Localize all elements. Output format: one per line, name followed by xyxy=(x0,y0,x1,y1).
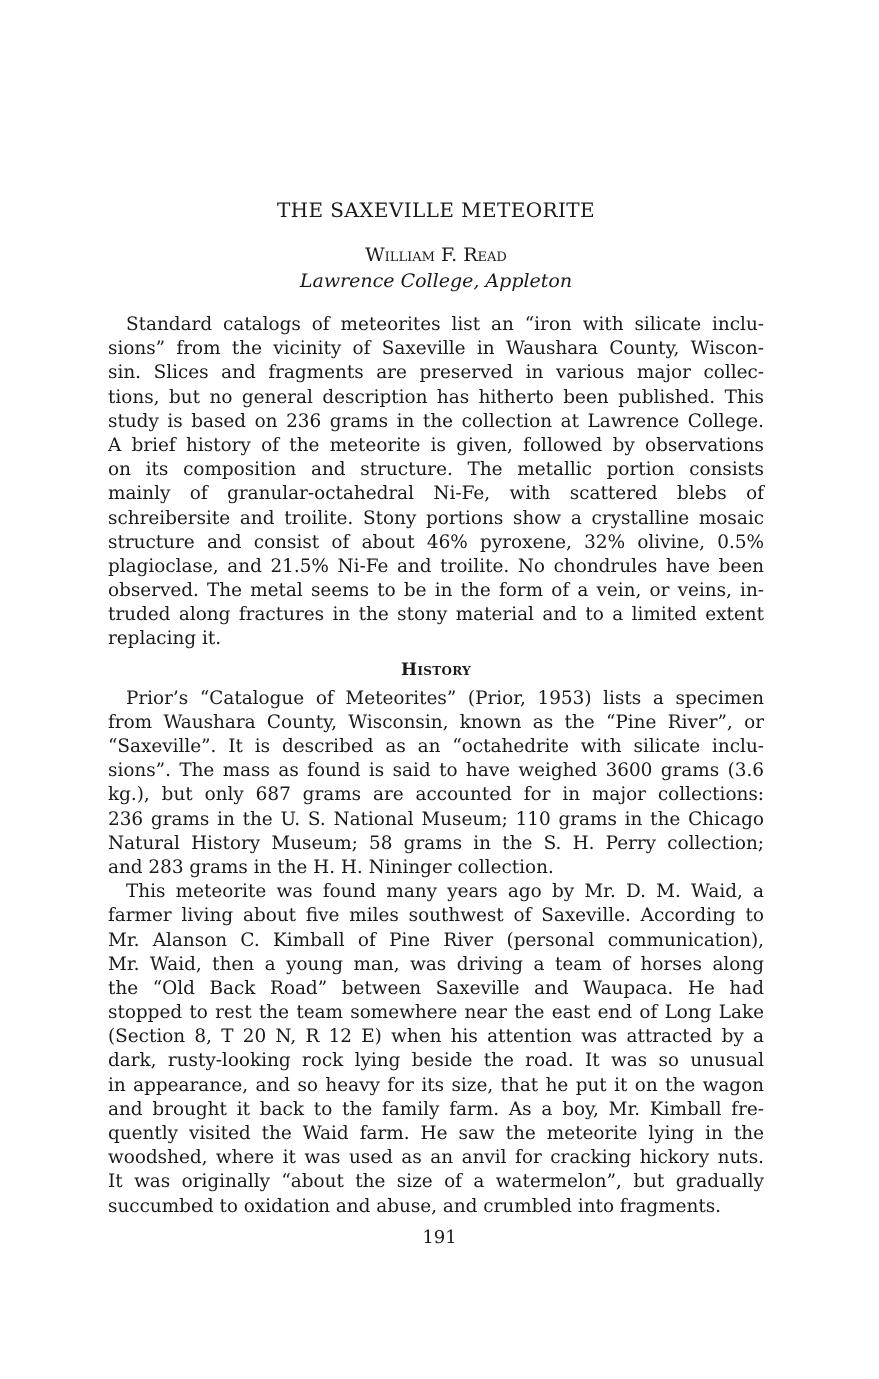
abstract-line: observed. The metal seems to be in the form of a vein, or veins, in- xyxy=(108,580,764,602)
history-paragraph-2 xyxy=(108,880,764,1219)
paragraph-line: in appearance, and so heavy for its size, that he put it on the wagon xyxy=(108,1074,764,1096)
author-affiliation: Lawrence College, Appleton xyxy=(299,270,573,292)
paragraph-line: “Saxeville”. It is described as an “octahedrite with silicate inclu- xyxy=(108,736,764,757)
paragraph-line: and brought it back to the family farm. As a boy, Mr. Kimball fre- xyxy=(108,1098,764,1120)
abstract-line: plagioclase, and 21.5% Ni-Fe and troilite. No chondrules have been xyxy=(108,555,764,577)
paragraph-line: 236 grams in the U. S. National Museum; 110 grams in the Chicago xyxy=(108,808,764,830)
paragraph-line: (Section 8, T 20 N, R 12 E) when his attention was attracted by a xyxy=(108,1026,764,1048)
abstract-line: on its composition and structure. The metallic portion consists xyxy=(108,459,764,481)
abstract-line: structure and consist of about 46% pyroxene, 32% olivine, 0.5% xyxy=(108,531,764,553)
page-number: 191 xyxy=(422,1227,457,1248)
history-paragraph-1 xyxy=(108,687,764,881)
paragraph-line: from Waushara County, Wisconsin, known as the “Pine River”, or xyxy=(108,711,764,733)
article-page xyxy=(108,196,764,1219)
abstract-line: sin. Slices and fragments are preserved in various major collec- xyxy=(108,362,764,384)
abstract xyxy=(108,313,764,652)
abstract-line: schreibersite and troilite. Stony portions show a crystalline mosaic xyxy=(108,507,764,529)
abstract-line: mainly of granular-octahedral Ni-Fe, with scattered blebs of xyxy=(108,483,764,505)
abstract-line: replacing it. xyxy=(108,628,222,650)
article-title: THE SAXEVILLE METEORITE xyxy=(276,198,596,222)
paragraph-line: and 283 grams in the H. H. Nininger collection. xyxy=(108,856,554,878)
paragraph-line: farmer living about five miles southwest of Saxeville. According to xyxy=(108,905,764,927)
paragraph-line: Natural History Museum; 58 grams in the S. H. Perry collection; xyxy=(108,832,764,854)
abstract-line: Standard catalogs of meteorites list an “iron with silicate inclu- xyxy=(126,314,764,335)
abstract-line: sions” from the vicinity of Saxeville in Waushara County, Wiscon- xyxy=(108,338,764,360)
abstract-line: truded along fractures in the stony material and to a limited extent xyxy=(108,604,764,626)
paragraph-line: This meteorite was found many years ago by Mr. D. M. Waid, a xyxy=(126,881,764,903)
abstract-line: A brief history of the meteorite is given, followed by observations xyxy=(108,434,764,456)
paragraph-line: sions”. The mass as found is said to have weighed 3600 grams (3.6 xyxy=(108,760,764,782)
paragraph-line: woodshed, where it was used as an anvil for cracking hickory nuts. xyxy=(108,1147,764,1169)
paragraph-line: Mr. Alanson C. Kimball of Pine River (personal communication), xyxy=(108,929,764,951)
paragraph-line: dark, rusty-looking rock lying beside the road. It was so unusual xyxy=(108,1050,764,1072)
paragraph-line: stopped to rest the team somewhere near the east end of Long Lake xyxy=(108,1002,764,1024)
section-heading-history: History xyxy=(401,659,471,680)
paragraph-line: the “Old Back Road” between Saxeville and Waupaca. He had xyxy=(108,977,764,999)
paragraph-line: succumbed to oxidation and abuse, and crumbled into fragments. xyxy=(108,1195,722,1217)
abstract-line: tions, but no general description has hitherto been published. This xyxy=(108,386,764,408)
paragraph-line: Mr. Waid, then a young man, was driving a team of horses along xyxy=(108,953,764,975)
author-name: William F. Read xyxy=(365,244,507,266)
paragraph-line: It was originally “about the size of a watermelon”, but gradually xyxy=(108,1171,764,1193)
paragraph-line: Prior’s “Catalogue of Meteorites” (Prior, 1953) lists a specimen xyxy=(126,687,764,709)
paragraph-line: kg.), but only 687 grams are accounted for in major collections: xyxy=(108,784,764,806)
abstract-line: study is based on 236 grams in the collection at Lawrence College. xyxy=(108,410,764,432)
paragraph-line: quently visited the Waid farm. He saw the meteorite lying in the xyxy=(108,1123,764,1144)
